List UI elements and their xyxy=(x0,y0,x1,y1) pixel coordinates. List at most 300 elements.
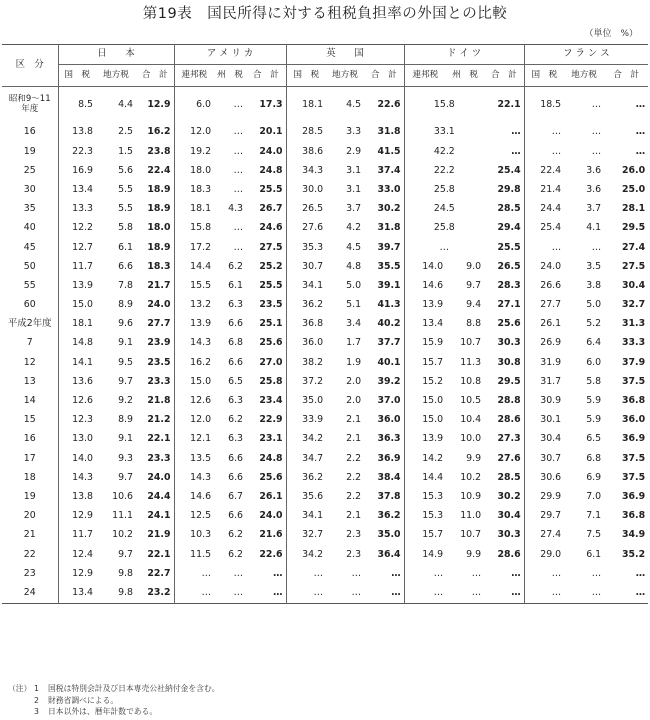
table-body xyxy=(2,87,648,604)
table-cell: 26.5 xyxy=(497,260,521,272)
table-cell: … xyxy=(471,567,482,579)
table-cell: … xyxy=(233,586,244,598)
table-row xyxy=(2,200,648,219)
table-cell: … xyxy=(273,567,283,579)
table-cell: 27.4 xyxy=(622,241,646,253)
table-cell: 22.1 xyxy=(147,548,171,560)
table-cell: 10.3 xyxy=(174,526,214,545)
table-cell: 29.5 xyxy=(622,222,646,234)
table-cell: 14.9 xyxy=(404,545,446,564)
table-cell: 9.6 xyxy=(118,318,133,330)
table-cell: 29.8 xyxy=(497,183,521,195)
table-title: 第19表 国民所得に対する租税負担率の外国との比較 xyxy=(142,6,508,22)
table-cell: 3.8 xyxy=(586,279,602,291)
table-cell: 26.6 xyxy=(524,277,564,296)
subheader-uk-local: 地方税 xyxy=(326,65,364,87)
table-row xyxy=(2,545,648,564)
header-country-japan: 日 本 xyxy=(58,45,174,65)
table-cell: 15.0 xyxy=(404,392,446,411)
header-country-usa: ア メ リ カ xyxy=(174,45,286,65)
note-number: 3 xyxy=(34,707,39,716)
table-cell: 36.8 xyxy=(622,395,646,407)
table-cell: 1.7 xyxy=(346,337,362,349)
row-label: 40 xyxy=(23,222,36,234)
subheader-japan-local: 地方税 xyxy=(96,65,136,87)
table-cell: 37.0 xyxy=(377,395,401,407)
table-cell: 37.4 xyxy=(377,164,401,176)
table-cell: 15.7 xyxy=(404,353,446,372)
table-cell: 3.5 xyxy=(586,260,602,272)
row-label: 19 xyxy=(23,490,36,502)
table-row xyxy=(2,488,648,507)
table-cell: … xyxy=(591,586,602,598)
unit-label: （単位 %） xyxy=(584,29,638,39)
table-row xyxy=(2,87,648,124)
table-cell: … xyxy=(591,145,602,157)
table-cell: 23.2 xyxy=(147,586,171,598)
row-label: 19 xyxy=(23,145,36,157)
table-cell: 30.2 xyxy=(497,490,521,502)
table-cell: 28.8 xyxy=(497,395,521,407)
table-cell: 24.4 xyxy=(147,490,171,502)
table-cell: … xyxy=(635,126,646,138)
table-cell: 36.8 xyxy=(286,315,326,334)
note-number: 1 xyxy=(34,684,39,693)
table-cell: 10.5 xyxy=(460,395,482,407)
table-cell: 5.5 xyxy=(118,183,133,195)
table-cell: 13.4 xyxy=(58,584,96,604)
table-cell: 21.2 xyxy=(147,414,171,426)
row-label: 14 xyxy=(23,395,36,407)
table-cell: 15.0 xyxy=(58,296,96,315)
table-cell: 35.5 xyxy=(377,260,401,272)
table-cell: 23.3 xyxy=(147,375,171,387)
header-country-germany: ド イ ツ xyxy=(404,45,524,65)
table-cell: 6.8 xyxy=(228,337,244,349)
table-cell: 36.3 xyxy=(377,433,401,445)
table-cell: 13.9 xyxy=(404,430,446,449)
table-cell: … xyxy=(511,586,521,598)
table-cell: 30.8 xyxy=(497,356,521,368)
table-cell: 15.5 xyxy=(174,277,214,296)
table-cell: 14.0 xyxy=(58,449,96,468)
table-cell: … xyxy=(351,567,362,579)
table-cell: 6.0 xyxy=(586,356,602,368)
table-cell: 24.4 xyxy=(524,200,564,219)
table-cell: 36.4 xyxy=(377,548,401,560)
table-cell: 39.1 xyxy=(377,279,401,291)
table-cell: 6.1 xyxy=(118,241,133,253)
table-cell: 2.5 xyxy=(118,126,133,138)
row-label: 23 xyxy=(23,567,36,579)
table-cell: 30.9 xyxy=(524,392,564,411)
table-cell: 31.3 xyxy=(622,318,646,330)
table-cell: 23.3 xyxy=(147,452,171,464)
table-cell: … xyxy=(591,126,602,138)
footnotes xyxy=(8,683,220,718)
table-cell: 30.6 xyxy=(524,468,564,487)
table-cell: 15.7 xyxy=(404,526,446,545)
table-cell: 30.4 xyxy=(497,510,521,522)
table-cell: 41.5 xyxy=(377,145,401,157)
table-cell: 9.9 xyxy=(466,548,482,560)
table-cell: 27.6 xyxy=(497,452,521,464)
table-cell: 27.1 xyxy=(497,299,521,311)
table-cell: 18.0 xyxy=(174,161,214,180)
table-cell: 10.7 xyxy=(460,529,482,541)
table-cell: 33.3 xyxy=(622,337,646,349)
table-cell: 23.5 xyxy=(147,356,171,368)
table-cell: 36.8 xyxy=(622,510,646,522)
notes-label: （注） xyxy=(8,684,32,693)
table-row xyxy=(2,584,648,604)
table-cell: 8.9 xyxy=(118,299,133,311)
row-label: 12 xyxy=(23,356,36,368)
table-cell: 12.9 xyxy=(58,564,96,583)
table-cell: 6.1 xyxy=(228,279,244,291)
table-cell: 9.7 xyxy=(118,548,133,560)
table-cell: 29.7 xyxy=(524,507,564,526)
table-cell: 33.0 xyxy=(377,183,401,195)
table-cell: 12.6 xyxy=(58,392,96,411)
table-cell: 9.8 xyxy=(118,586,133,598)
table-row xyxy=(2,277,648,296)
table-cell: 6.2 xyxy=(228,548,244,560)
table-cell: 6.3 xyxy=(228,433,244,445)
table-cell: 31.9 xyxy=(524,353,564,372)
table-cell: 27.4 xyxy=(524,526,564,545)
table-cell: 3.1 xyxy=(346,183,362,195)
table-cell: 4.5 xyxy=(346,98,362,110)
table-cell: 10.2 xyxy=(112,529,133,541)
table-cell: 25.1 xyxy=(259,318,283,330)
table-cell: 14.2 xyxy=(404,449,446,468)
row-label: 60 xyxy=(23,299,36,311)
table-cell: … xyxy=(286,564,326,583)
table-cell: 34.1 xyxy=(286,277,326,296)
table-cell: 5.9 xyxy=(586,395,602,407)
table-cell: 40.1 xyxy=(377,356,401,368)
table-cell: 27.3 xyxy=(497,433,521,445)
table-cell: 5.1 xyxy=(346,299,362,311)
table-cell: 32.7 xyxy=(622,299,646,311)
table-cell: 18.3 xyxy=(147,260,171,272)
table-row xyxy=(2,372,648,391)
table-cell: 9.9 xyxy=(466,452,482,464)
table-cell: 37.5 xyxy=(622,375,646,387)
table-cell: 6.3 xyxy=(228,395,244,407)
table-cell: 10.8 xyxy=(460,375,482,387)
table-cell: 37.5 xyxy=(622,452,646,464)
table-cell: 4.1 xyxy=(586,222,602,234)
table-cell: 14.1 xyxy=(58,353,96,372)
table-cell: 41.3 xyxy=(377,299,401,311)
table-cell: 22.1 xyxy=(147,433,171,445)
table-cell: 27.0 xyxy=(259,356,283,368)
row-label: 20 xyxy=(23,510,36,522)
table-cell: 18.1 xyxy=(58,315,96,334)
table-cell: 7.1 xyxy=(586,510,602,522)
table-cell: 26.9 xyxy=(524,334,564,353)
table-row xyxy=(2,430,648,449)
table-cell: 9.1 xyxy=(118,433,133,445)
table-cell: 26.0 xyxy=(622,164,646,176)
table-cell: … xyxy=(511,145,521,157)
table-cell: 25.4 xyxy=(524,219,564,238)
table-cell: 30.2 xyxy=(377,203,401,215)
table-cell: 31.8 xyxy=(377,126,401,138)
table-cell: 9.1 xyxy=(118,337,133,349)
table-cell: 26.5 xyxy=(286,200,326,219)
table-cell: 12.0 xyxy=(174,411,214,430)
table-cell: 33.9 xyxy=(286,411,326,430)
tax-burden-table xyxy=(2,44,648,604)
table-cell: 15.8 xyxy=(404,87,484,124)
table-cell: 25.8 xyxy=(259,375,283,387)
table-cell: 19.2 xyxy=(174,142,214,161)
table-cell: 28.3 xyxy=(497,279,521,291)
table-row xyxy=(2,181,648,200)
table-cell: 5.2 xyxy=(586,318,602,330)
table-cell: 25.5 xyxy=(497,241,521,253)
table-cell: 22.6 xyxy=(377,98,401,110)
table-cell: … xyxy=(273,586,283,598)
table-cell: … xyxy=(233,164,244,176)
table-cell: 37.9 xyxy=(622,356,646,368)
table-cell: 15.9 xyxy=(404,334,446,353)
table-cell: 25.4 xyxy=(497,164,521,176)
table-cell: 13.5 xyxy=(174,449,214,468)
table-cell: 31.8 xyxy=(377,222,401,234)
table-cell: 22.1 xyxy=(497,98,521,110)
table-cell: 32.7 xyxy=(286,526,326,545)
table-cell: 6.4 xyxy=(586,337,602,349)
table-cell: 12.9 xyxy=(147,98,171,110)
table-cell: 36.2 xyxy=(377,510,401,522)
table-cell: 11.0 xyxy=(460,510,482,522)
table-cell: 34.2 xyxy=(286,545,326,564)
table-cell: 22.4 xyxy=(147,164,171,176)
table-cell: 4.8 xyxy=(346,260,362,272)
table-cell: … xyxy=(233,567,244,579)
table-cell: 9.4 xyxy=(466,299,482,311)
table-cell: 3.7 xyxy=(346,203,362,215)
table-cell: 12.6 xyxy=(174,392,214,411)
table-cell: 8.5 xyxy=(58,87,96,124)
note-number: 2 xyxy=(34,695,39,705)
table-cell: 9.7 xyxy=(118,471,133,483)
table-cell: 31.7 xyxy=(524,372,564,391)
table-cell: 29.4 xyxy=(497,222,521,234)
table-cell: 24.0 xyxy=(259,145,283,157)
table-cell: 3.3 xyxy=(346,126,362,138)
table-cell: 6.6 xyxy=(228,471,244,483)
row-label: 平成2年度 xyxy=(8,318,52,330)
table-cell: 15.8 xyxy=(174,219,214,238)
table-cell: 25.6 xyxy=(259,471,283,483)
header-kubun: 区 分 xyxy=(2,45,58,87)
table-cell: 14.3 xyxy=(174,334,214,353)
table-cell: 27.7 xyxy=(147,318,171,330)
note-text: 日本以外は、暦年計数である。 xyxy=(48,707,158,716)
table-cell: 14.8 xyxy=(58,334,96,353)
row-label: 17 xyxy=(23,452,36,464)
row-label: 21 xyxy=(23,529,36,541)
table-cell: 23.4 xyxy=(259,395,283,407)
table-cell: 3.4 xyxy=(346,318,362,330)
table-cell: 24.8 xyxy=(259,452,283,464)
table-cell: 10.6 xyxy=(112,490,133,502)
table-cell: 21.8 xyxy=(147,395,171,407)
table-cell: 15.3 xyxy=(404,488,446,507)
table-cell: 10.9 xyxy=(460,490,482,502)
table-cell: 23.9 xyxy=(147,337,171,349)
subheader-france-total: 合 計 xyxy=(604,65,648,87)
table-cell: … xyxy=(511,126,521,138)
table-row xyxy=(2,296,648,315)
subheader-usa-state: 州 税 xyxy=(214,65,246,87)
table-cell: 30.0 xyxy=(286,181,326,200)
table-cell: 34.3 xyxy=(286,161,326,180)
table-cell: 22.3 xyxy=(58,142,96,161)
table-cell: 24.6 xyxy=(259,222,283,234)
table-cell: 18.3 xyxy=(174,181,214,200)
table-cell: 6.9 xyxy=(586,471,602,483)
subheader-japan-national: 国 税 xyxy=(58,65,96,87)
table-cell: … xyxy=(524,142,564,161)
table-cell: 14.4 xyxy=(404,468,446,487)
table-cell: 11.3 xyxy=(460,356,482,368)
table-cell: 26.7 xyxy=(259,203,283,215)
subheader-germany-state: 州 税 xyxy=(446,65,484,87)
table-cell: 16.9 xyxy=(58,161,96,180)
row-label: 22 xyxy=(23,548,36,560)
table-cell: 8.9 xyxy=(118,414,133,426)
row-label: 24 xyxy=(23,586,36,598)
table-cell: … xyxy=(174,584,214,604)
table-cell: 24.0 xyxy=(524,257,564,276)
table-cell: 27.7 xyxy=(524,296,564,315)
table-cell: … xyxy=(174,564,214,583)
table-cell: 6.6 xyxy=(228,356,244,368)
table-cell: 2.3 xyxy=(346,548,362,560)
table-cell: 16.2 xyxy=(147,126,171,138)
table-cell: 22.4 xyxy=(524,161,564,180)
table-row xyxy=(2,123,648,142)
subheader-uk-total: 合 計 xyxy=(364,65,404,87)
table-row xyxy=(2,315,648,334)
table-cell: 21.4 xyxy=(524,181,564,200)
row-label: 7 xyxy=(26,337,33,349)
table-cell: 11.1 xyxy=(112,510,133,522)
table-cell: 12.1 xyxy=(174,430,214,449)
table-row xyxy=(2,411,648,430)
table-cell: 6.3 xyxy=(228,299,244,311)
table-cell: 25.5 xyxy=(259,183,283,195)
table-cell: 26.1 xyxy=(259,490,283,502)
table-cell: … xyxy=(233,145,244,157)
row-label: 13 xyxy=(23,375,36,387)
table-cell: 30.4 xyxy=(524,430,564,449)
table-cell: … xyxy=(471,586,482,598)
table-cell: 23.8 xyxy=(147,145,171,157)
table-cell: 13.8 xyxy=(58,123,96,142)
table-cell: 35.3 xyxy=(286,238,326,257)
table-cell: … xyxy=(635,98,646,110)
table-cell: 3.6 xyxy=(586,164,602,176)
table-cell: 12.5 xyxy=(174,507,214,526)
table-cell: 25.6 xyxy=(497,318,521,330)
table-cell: 25.8 xyxy=(404,181,484,200)
subheader-usa-total: 合 計 xyxy=(246,65,286,87)
table-cell: 11.7 xyxy=(58,526,96,545)
table-cell: 36.0 xyxy=(622,414,646,426)
table-cell: 6.2 xyxy=(228,529,244,541)
table-cell: 29.9 xyxy=(524,488,564,507)
table-cell: 30.1 xyxy=(524,411,564,430)
table-cell: 5.9 xyxy=(586,414,602,426)
table-cell: 34.7 xyxy=(286,449,326,468)
table-cell: 9.0 xyxy=(466,260,482,272)
table-cell: 18.0 xyxy=(147,222,171,234)
subheader-usa-federal: 連邦税 xyxy=(174,65,214,87)
table-cell: … xyxy=(404,584,446,604)
table-cell: 34.1 xyxy=(286,507,326,526)
table-cell: 6.8 xyxy=(586,452,602,464)
table-cell: 9.2 xyxy=(118,395,133,407)
table-cell: 12.0 xyxy=(174,123,214,142)
table-row xyxy=(2,238,648,257)
table-cell: 14.6 xyxy=(404,277,446,296)
table-cell: 13.9 xyxy=(404,296,446,315)
table-cell: 1.9 xyxy=(346,356,362,368)
table-cell: … xyxy=(635,145,646,157)
table-cell: 36.9 xyxy=(622,490,646,502)
table-cell: 14.0 xyxy=(404,257,446,276)
table-cell: … xyxy=(591,567,602,579)
table-cell: 28.5 xyxy=(286,123,326,142)
table-row xyxy=(2,257,648,276)
table-cell: 38.6 xyxy=(286,142,326,161)
table-cell: 15.0 xyxy=(404,411,446,430)
table-cell: 28.6 xyxy=(497,548,521,560)
table-cell: 15.3 xyxy=(404,507,446,526)
table-cell: 36.2 xyxy=(286,468,326,487)
table-cell: 7.0 xyxy=(586,490,602,502)
table-cell: 18.1 xyxy=(174,200,214,219)
table-cell: 18.9 xyxy=(147,241,171,253)
subheader-france-local: 地方税 xyxy=(564,65,604,87)
table-cell: … xyxy=(404,564,446,583)
table-cell: 22.6 xyxy=(259,548,283,560)
table-cell: 39.7 xyxy=(377,241,401,253)
table-cell: 13.4 xyxy=(58,181,96,200)
table-cell: 13.9 xyxy=(58,277,96,296)
table-cell: 6.6 xyxy=(228,318,244,330)
table-cell: 29.0 xyxy=(524,545,564,564)
table-cell: 37.7 xyxy=(377,337,401,349)
table-cell: … xyxy=(591,98,602,110)
table-cell: 35.0 xyxy=(377,529,401,541)
table-cell: 4.2 xyxy=(346,222,362,234)
table-cell: 34.9 xyxy=(622,529,646,541)
table-cell: 12.4 xyxy=(58,545,96,564)
table-cell: 35.6 xyxy=(286,488,326,507)
table-cell: 2.1 xyxy=(346,414,362,426)
table-row xyxy=(2,353,648,372)
table-cell: 38.2 xyxy=(286,353,326,372)
table-cell: 15.0 xyxy=(174,372,214,391)
